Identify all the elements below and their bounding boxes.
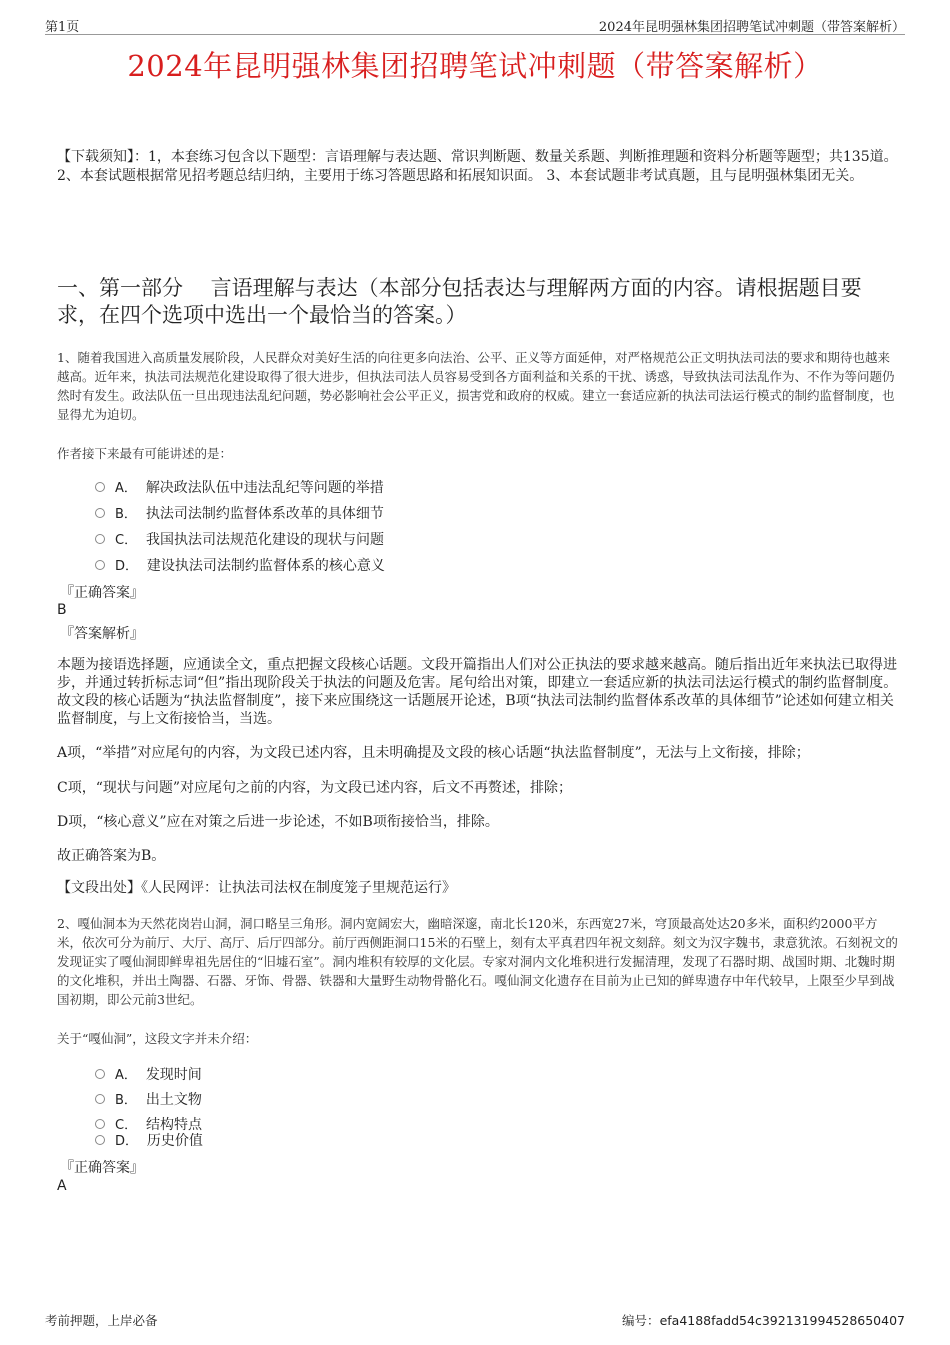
question-2-option-a[interactable]: A． 发现时间 (95, 1064, 202, 1084)
section-heading: 一、第一部分 言语理解与表达（本部分包括表达与理解两方面的内容。请根据题目要求，在四个选项中选出一个最恰当的答案。） (57, 276, 862, 327)
answer-value: B (57, 602, 67, 618)
analysis-paragraph: 故正确答案为B。 (57, 848, 166, 864)
radio-icon[interactable] (95, 1094, 105, 1104)
answer-label: 『正确答案』 (60, 1160, 144, 1176)
radio-icon[interactable] (95, 1119, 105, 1129)
answer-label: 『正确答案』 (60, 585, 144, 601)
page-number: 第1页 (45, 20, 80, 35)
answer-value: A (57, 1178, 67, 1194)
radio-icon[interactable] (95, 1069, 105, 1079)
document-title: 2024年昆明强林集团招聘笔试冲刺题（带答案解析） (127, 49, 823, 83)
document-code: 编号：efa4188fadd54c392131994528650407 (622, 1313, 905, 1328)
source-citation: 【文段出处】《人民网评：让执法司法权在制度笼子里规范运行》 (57, 880, 456, 896)
analysis-paragraph: 本题为接语选择题，应通读全文，重点把握文段核心话题。文段开篇指出人们对公正执法的要求越来越高。随后指出近年来执法已取得进步，并通过转折标志词“但”指出现阶段关于执法的问题及危害。尾句给出对策，即建立一套适应新的执法司法运行模式的制约监督制度。故文段的核心话题为“执法监督制度”，接下来应围绕这一话题展开论述，B项“执法司法制约监督体系改革的具体细节”论述如何建立相关监督制度，与上文衔接恰当，当选。 (57, 657, 898, 727)
radio-icon[interactable] (95, 560, 105, 570)
question-1-option-b[interactable]: B． 执法司法制约监督体系改革的具体细节 (95, 503, 384, 523)
question-1-option-d[interactable]: D． 建设执法司法制约监督体系的核心意义 (95, 555, 385, 575)
question-1-option-a[interactable]: A． 解决政法队伍中违法乱纪等问题的举措 (95, 477, 384, 497)
question-1-prompt: 作者接下来最有可能讲述的是： (57, 446, 233, 461)
radio-icon[interactable] (95, 508, 105, 518)
analysis-paragraph: C项，“现状与问题”对应尾句之前的内容，为文段已述内容，后文不再赘述，排除； (57, 780, 573, 796)
question-1-stem: 1、随着我国进入高质量发展阶段，人民群众对美好生活的向往更多向法治、公平、正义等方面延伸，对严格规范公正文明执法司法的要求和期待也越来越高。近年来，执法司法规范化建设取得了很大进步，但执法司法人员容易受到各方面利益和关系的干扰、诱惑，导致执法司法乱作为、不作为等问题仍然时有发生。政法队伍一旦出现违法乱纪问题，势必影响社会公平正义，损害党和政府的权威。建立一套适应新的执法司法运行模式的制约监督制度，也显得尤为迫切。 (57, 350, 895, 422)
question-2-prompt: 关于“嘎仙洞”，这段文字并未介绍： (57, 1031, 258, 1046)
radio-icon[interactable] (95, 1135, 105, 1145)
page-header (45, 14, 905, 35)
question-1-option-c[interactable]: C． 我国执法司法规范化建设的现状与问题 (95, 529, 384, 549)
question-2-option-b[interactable]: B． 出土文物 (95, 1089, 202, 1109)
radio-icon[interactable] (95, 534, 105, 544)
header-doc-title: 2024年昆明强林集团招聘笔试冲刺题（带答案解析） (598, 20, 905, 35)
question-2-stem: 2、嘎仙洞本为天然花岗岩山洞，洞口略呈三角形。洞内宽阔宏大，幽暗深邃，南北长120米，东西宽27米，穹顶最高处达20多米，面积约2000平方米，依次可分为前厅、大厅、高厅、后厅四部分。前厅西侧距洞口15米的石壁上，刻有太平真君四年祝文刻辞。刻文为汉字魏书，隶意犹浓。石刻祝文的发现证实了嘎仙洞即鲜卑祖先居住的“旧墟石室”。洞内堆积有较厚的文化层。专家对洞内文化堆积进行发掘清理，发现了石器时期、战国时期、北魏时期的文化堆积，并出土陶器、石器、牙饰、骨器、铁器和大量野生动物骨骼化石。嘎仙洞文化遗存在目前为止已知的鲜卑遗存中年代较早，上限至少早到战国初期，即公元前3世纪。 (57, 916, 898, 1007)
radio-icon[interactable] (95, 482, 105, 492)
footer-slogan: 考前押题，上岸必备 (45, 1313, 158, 1328)
analysis-paragraph: D项，“核心意义”应在对策之后进一步论述，不如B项衔接恰当，排除。 (57, 814, 499, 830)
question-2-option-c[interactable]: C． 结构特点 (95, 1114, 202, 1134)
analysis-label: 『答案解析』 (60, 626, 144, 642)
download-notice: 【下载须知】：1，本套练习包含以下题型：言语理解与表达题、常识判断题、数量关系题、判断推理题和资料分析题等题型；共135道。 2、本套试题根据常见招考题总结归纳，主要用于练习答题思路和拓展知识面。 3、本套试题非考试真题，且与昆明强林集团无关。 (57, 149, 898, 184)
analysis-paragraph: A项，“举措”对应尾句的内容，为文段已述内容，且未明确提及文段的核心话题“执法监督制度”，无法与上文衔接，排除； (57, 745, 810, 761)
question-2-option-d[interactable]: D． 历史价值 (95, 1130, 203, 1150)
